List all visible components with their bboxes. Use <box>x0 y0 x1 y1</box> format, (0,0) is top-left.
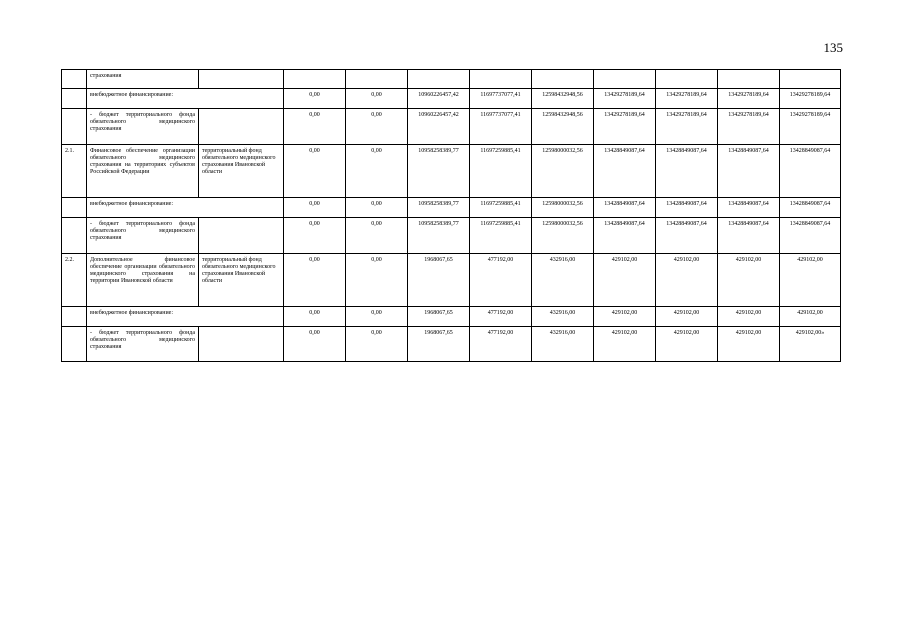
value-cell: 0,00 <box>284 327 346 362</box>
value-cell: 0,00 <box>284 109 346 145</box>
funding-label-cell: внебюджетное финансирование: <box>87 89 284 109</box>
value-cell <box>594 70 656 89</box>
page-number: 135 <box>823 40 843 55</box>
value-cell: 0,00 <box>346 198 408 218</box>
funding-label-cell: внебюджетное финансирование: <box>87 307 284 327</box>
row-number-cell <box>62 109 87 145</box>
value-cell: 12598000032,56 <box>532 145 594 198</box>
value-cell: 0,00 <box>284 307 346 327</box>
row-number-cell <box>62 89 87 109</box>
description-cell: Дополнительное финансовое обеспечение организации обязательного медицинского страхования на территории Ивановской области <box>87 254 199 307</box>
value-cell: 13428849087,64 <box>594 145 656 198</box>
table-row <box>62 145 841 198</box>
value-cell <box>470 70 532 89</box>
value-cell: 429102,00» <box>780 327 841 362</box>
value-cell: 10958258389,77 <box>408 218 470 254</box>
table-row <box>62 70 841 89</box>
value-cell <box>656 70 718 89</box>
value-cell: 0,00 <box>284 218 346 254</box>
value-cell: 13428849087,64 <box>594 218 656 254</box>
value-cell: 1968067,65 <box>408 254 470 307</box>
description-cell: - бюджет территориального фонда обязательного медицинского страхования <box>87 218 199 254</box>
row-number-cell <box>62 307 87 327</box>
value-cell: 0,00 <box>346 109 408 145</box>
executor-cell: территориальный фонд обязательного медицинского страхования Ивановской области <box>199 145 284 198</box>
value-cell: 13428849087,64 <box>656 198 718 218</box>
value-cell: 0,00 <box>346 307 408 327</box>
executor-cell <box>199 218 284 254</box>
value-cell: 477192,00 <box>470 254 532 307</box>
value-cell: 11697737077,41 <box>470 109 532 145</box>
value-cell: 0,00 <box>346 89 408 109</box>
value-cell: 477192,00 <box>470 307 532 327</box>
value-cell: 10958258389,77 <box>408 198 470 218</box>
executor-cell <box>199 109 284 145</box>
value-cell: 477192,00 <box>470 327 532 362</box>
value-cell: 10960226457,42 <box>408 109 470 145</box>
table-row <box>62 307 841 327</box>
table-row <box>62 254 841 307</box>
value-cell: 13429278189,64 <box>780 89 841 109</box>
value-cell: 13429278189,64 <box>718 109 780 145</box>
value-cell: 11697259885,41 <box>470 198 532 218</box>
value-cell: 1968067,65 <box>408 327 470 362</box>
value-cell: 13428849087,64 <box>718 145 780 198</box>
value-cell: 13429278189,64 <box>780 109 841 145</box>
value-cell: 13428849087,64 <box>780 145 841 198</box>
row-number-cell <box>62 70 87 89</box>
value-cell: 0,00 <box>284 198 346 218</box>
description-cell: Финансовое обеспечение организации обязательного медицинского страхования на территориях субъектов Российской Федерации <box>87 145 199 198</box>
budget-table <box>61 69 841 362</box>
row-number-cell: 2.2. <box>62 254 87 307</box>
value-cell: 10958258389,77 <box>408 145 470 198</box>
value-cell: 10960226457,42 <box>408 89 470 109</box>
value-cell: 0,00 <box>284 89 346 109</box>
description-cell: - бюджет территориального фонда обязательного медицинского страхования <box>87 109 199 145</box>
value-cell: 429102,00 <box>594 307 656 327</box>
value-cell: 12598432948,56 <box>532 89 594 109</box>
value-cell: 12598432948,56 <box>532 109 594 145</box>
value-cell: 11697259885,41 <box>470 145 532 198</box>
value-cell: 13428849087,64 <box>718 218 780 254</box>
value-cell: 429102,00 <box>656 254 718 307</box>
value-cell <box>718 70 780 89</box>
executor-cell <box>199 327 284 362</box>
value-cell: 429102,00 <box>780 307 841 327</box>
row-number-cell: 2.1. <box>62 145 87 198</box>
table-row <box>62 327 841 362</box>
value-cell: 432916,00 <box>532 254 594 307</box>
value-cell <box>408 70 470 89</box>
value-cell: 1968067,65 <box>408 307 470 327</box>
value-cell: 13429278189,64 <box>594 89 656 109</box>
row-number-cell <box>62 218 87 254</box>
value-cell: 429102,00 <box>656 307 718 327</box>
value-cell: 13428849087,64 <box>780 218 841 254</box>
value-cell: 13428849087,64 <box>718 198 780 218</box>
executor-cell: территориальный фонд обязательного медицинского страхования Ивановской области <box>199 254 284 307</box>
value-cell: 429102,00 <box>594 254 656 307</box>
value-cell <box>346 70 408 89</box>
value-cell: 12598000032,56 <box>532 198 594 218</box>
value-cell: 13428849087,64 <box>594 198 656 218</box>
value-cell: 429102,00 <box>718 254 780 307</box>
value-cell <box>532 70 594 89</box>
value-cell: 12598000032,56 <box>532 218 594 254</box>
value-cell: 13428849087,64 <box>656 145 718 198</box>
description-cell: - бюджет территориального фонда обязательного медицинского страхования <box>87 327 199 362</box>
value-cell <box>780 70 841 89</box>
value-cell: 429102,00 <box>594 327 656 362</box>
value-cell: 13429278189,64 <box>594 109 656 145</box>
table-row <box>62 218 841 254</box>
value-cell: 13429278189,64 <box>656 109 718 145</box>
value-cell: 11697737077,41 <box>470 89 532 109</box>
table-row <box>62 198 841 218</box>
description-cell: страхования <box>87 70 199 89</box>
value-cell: 429102,00 <box>718 307 780 327</box>
executor-cell <box>199 70 284 89</box>
value-cell: 0,00 <box>284 145 346 198</box>
value-cell: 432916,00 <box>532 327 594 362</box>
value-cell: 13428849087,64 <box>656 218 718 254</box>
table-row <box>62 109 841 145</box>
value-cell: 13428849087,64 <box>780 198 841 218</box>
value-cell: 0,00 <box>346 145 408 198</box>
value-cell: 11697259885,41 <box>470 218 532 254</box>
table-body <box>62 70 841 362</box>
value-cell: 429102,00 <box>656 327 718 362</box>
row-number-cell <box>62 327 87 362</box>
funding-label-cell: внебюджетное финансирование: <box>87 198 284 218</box>
value-cell: 429102,00 <box>780 254 841 307</box>
value-cell: 429102,00 <box>718 327 780 362</box>
value-cell: 0,00 <box>284 254 346 307</box>
value-cell: 0,00 <box>346 327 408 362</box>
value-cell: 0,00 <box>346 218 408 254</box>
value-cell: 13429278189,64 <box>656 89 718 109</box>
value-cell <box>284 70 346 89</box>
row-number-cell <box>62 198 87 218</box>
table-row <box>62 89 841 109</box>
value-cell: 432916,00 <box>532 307 594 327</box>
value-cell: 13429278189,64 <box>718 89 780 109</box>
value-cell: 0,00 <box>346 254 408 307</box>
